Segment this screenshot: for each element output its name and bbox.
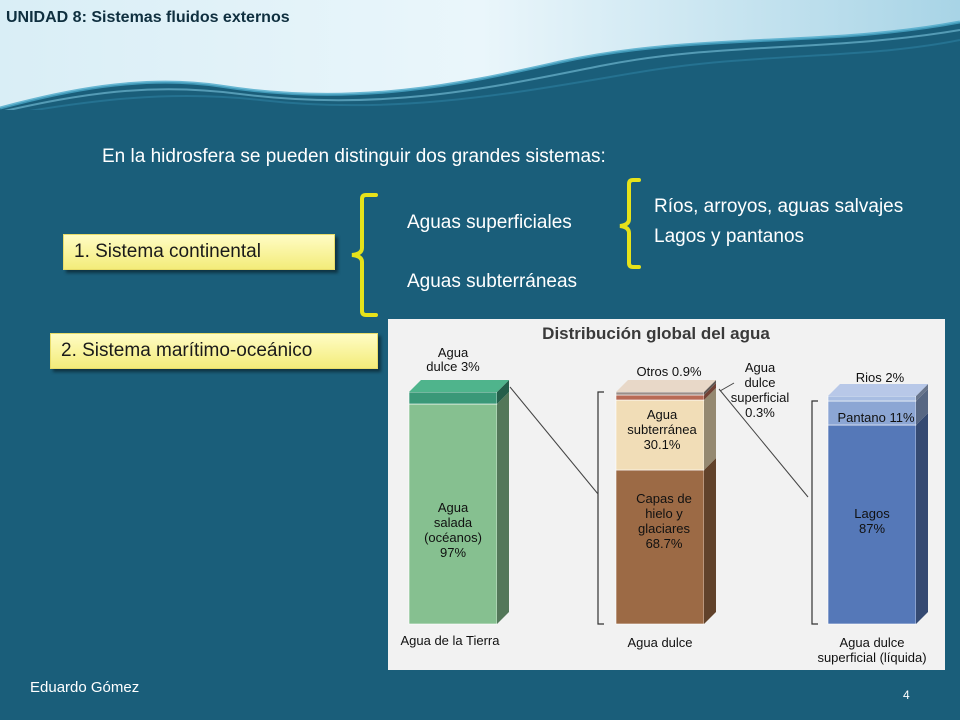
bar-surface-top-face [828,384,928,396]
label-earth-salt: Agua salada (océanos) 97% [424,500,482,560]
chart-title: Distribución global del agua [542,324,770,343]
connector-earth-fresh [510,387,598,494]
label-fresh-ice: Capas de hielo y glaciares 68.7% [636,491,692,551]
slide-header-title: UNIDAD 8: Sistemas fluidos externos [6,9,290,26]
label-bar-fresh: Agua dulce [627,635,693,650]
footer-author: Eduardo Gómez [30,679,140,696]
page-number: 4 [903,688,910,702]
intro-text: En la hidrosfera se pueden distinguir dos grandes sistemas: [102,146,606,167]
surface-type-lakes: Lagos y pantanos [654,226,805,247]
surface-water-label: Aguas superficiales [407,212,572,233]
surface-type-rivers: Ríos, arroyos, aguas salvajes [654,196,904,217]
continental-brace [348,190,388,320]
label-bar-earth: Agua de la Tierra [400,633,500,648]
surface-brace [615,175,645,275]
label-surface-lakes: Lagos 87% [854,506,890,536]
water-distribution-chart [388,319,945,670]
label-surface-swamp: Pantano 11% [837,410,915,425]
bracket-surface [812,401,818,624]
label-fresh-other: Otros 0.9% [636,364,702,379]
system-continental-box[interactable] [63,234,335,270]
bar-earth-top-face [409,380,509,392]
label-earth-fresh: Agua dulce 3% [426,345,480,374]
system-maritime-box[interactable] [50,333,378,369]
label-fresh-surface: Agua dulce superficial 0.3% [730,360,790,420]
system-maritime-label: 2. Sistema marítimo-oceánico [61,340,313,361]
label-fresh-groundwater: Agua subterránea 30.1% [627,407,697,452]
system-continental-label: 1. Sistema continental [74,241,261,262]
bracket-fresh [598,392,604,624]
bar-fresh-top-face [616,380,716,392]
label-bar-surface: Agua dulce superficial (líquida) [817,635,927,665]
label-surface-rivers: Rios 2% [855,370,905,385]
underground-water-label: Aguas subterráneas [407,271,578,292]
